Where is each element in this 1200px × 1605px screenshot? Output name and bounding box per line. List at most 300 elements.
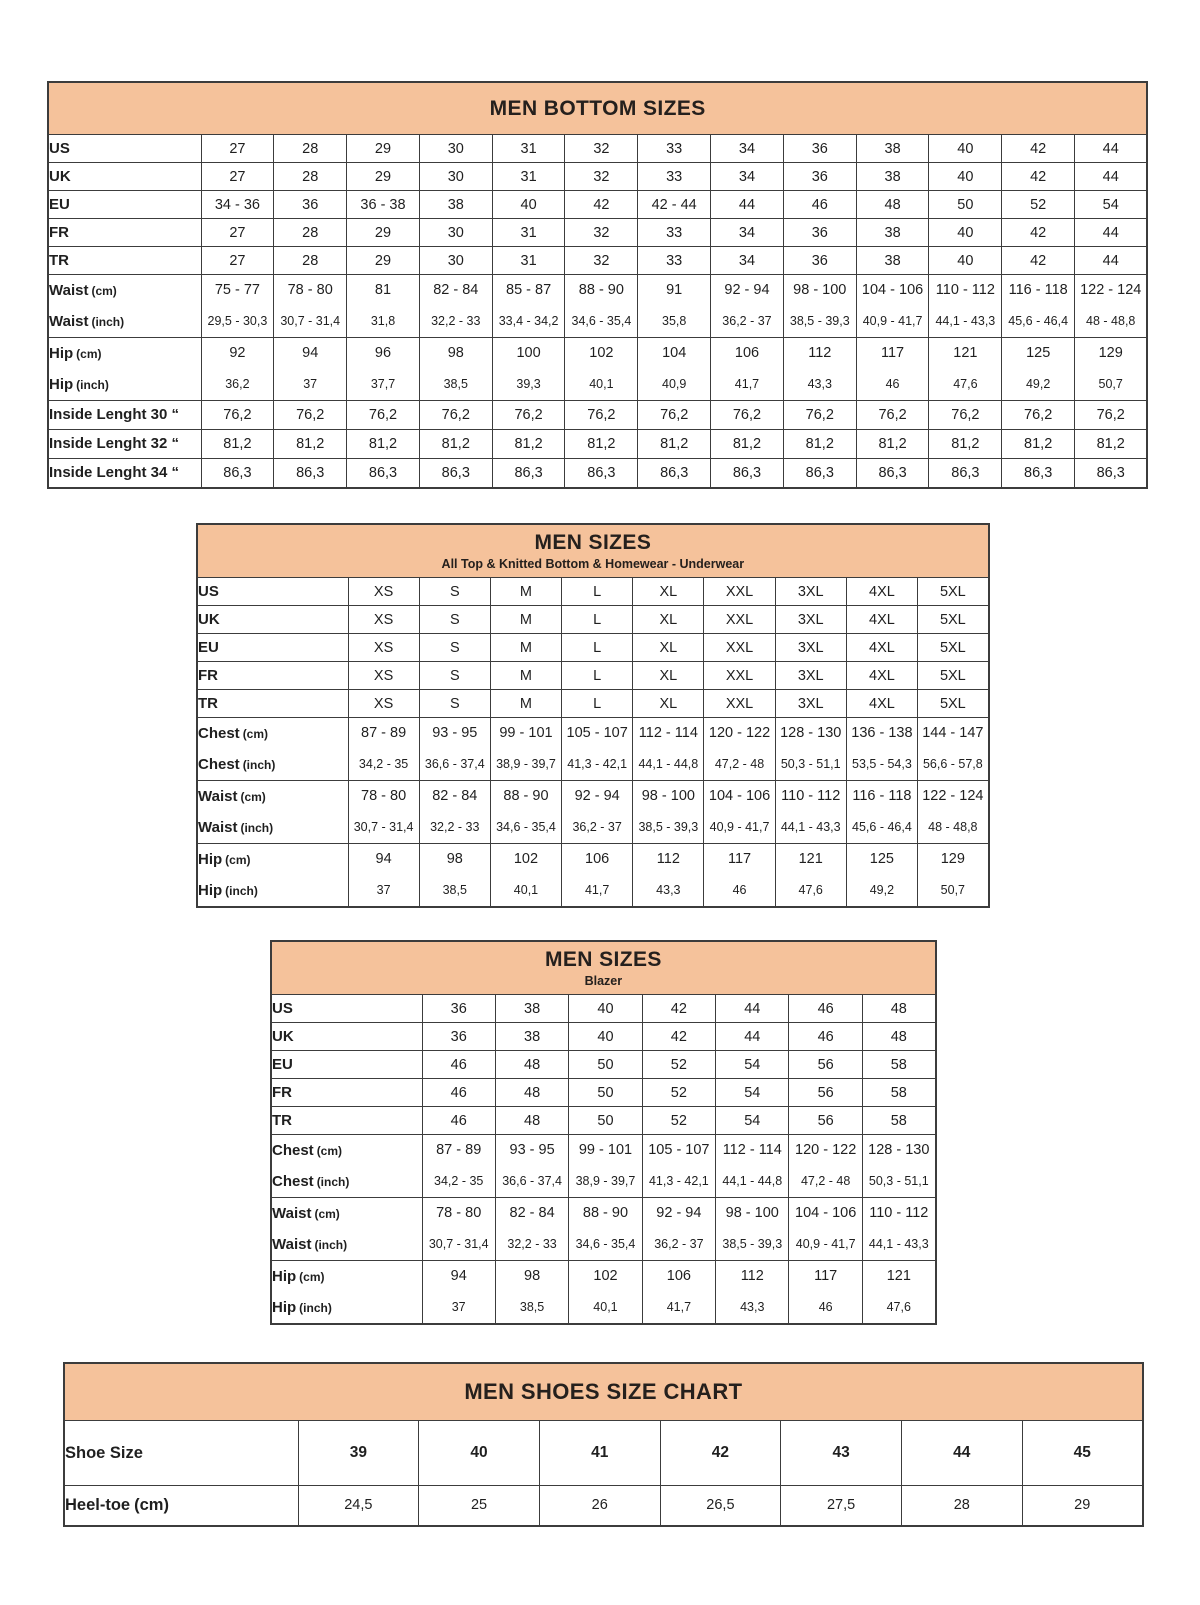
size-cell (642, 1198, 715, 1261)
cell-value: 106 (585, 851, 610, 867)
row-label (271, 1198, 422, 1261)
size-cell (704, 718, 775, 781)
cell-value: 3XL (797, 611, 824, 628)
cell-value: 44 (1102, 140, 1119, 157)
cell-value: 116 - 118 (852, 788, 912, 804)
cell-value: 36 (302, 196, 319, 213)
cell-value: 40 (957, 224, 974, 241)
table-row (271, 1079, 936, 1107)
cell-value: 38,5 (442, 883, 467, 897)
cell-value: 50 (597, 1084, 614, 1101)
size-cell (633, 606, 704, 634)
row-label-text: US (272, 999, 293, 1017)
cell-value: 110 - 112 (869, 1205, 929, 1221)
row-label (48, 338, 201, 401)
size-cell (783, 459, 856, 488)
cell-value: 85 - 87 (506, 282, 552, 298)
size-cell (783, 163, 856, 191)
row-label-unit: (cm) (314, 1207, 340, 1221)
size-cell (1075, 247, 1148, 275)
size-cell (633, 578, 704, 606)
size-cell (495, 995, 568, 1023)
cell-value: 88 - 90 (503, 788, 549, 804)
size-cell (704, 781, 775, 844)
row-label-line (198, 781, 348, 812)
cell-value: 46 (450, 1084, 467, 1101)
cell-value: 76,2 (660, 407, 689, 423)
size-cell (783, 430, 856, 459)
size-cell (716, 1261, 789, 1325)
size-cell (856, 163, 929, 191)
row-label-unit: (inch) (91, 315, 125, 329)
size-cell (490, 844, 561, 908)
size-cell (1002, 430, 1075, 459)
cell-value: 46 (450, 1056, 467, 1073)
size-cell (862, 1079, 935, 1107)
cell-value: 27 (229, 140, 246, 157)
size-cell (633, 634, 704, 662)
row-label (48, 275, 201, 338)
cell-value: 82 - 84 (509, 1205, 555, 1221)
table-row (64, 1421, 1143, 1486)
cell-value: 40 (957, 140, 974, 157)
cell-value: XXL (725, 583, 754, 600)
row-label-text: Chest (198, 756, 240, 773)
cell-value: 76,2 (878, 407, 907, 423)
cell-value: XS (373, 639, 394, 656)
size-cell (419, 662, 490, 690)
size-cell (633, 662, 704, 690)
row-label-line (49, 275, 201, 306)
row-label-text: TR (49, 251, 69, 269)
size-cell (1075, 163, 1148, 191)
size-cell (1002, 401, 1075, 430)
size-cell (775, 634, 846, 662)
size-cell (660, 1486, 781, 1526)
size-cell (1075, 459, 1148, 488)
cell-value: XS (373, 611, 394, 628)
cell-value: 98 (446, 851, 463, 867)
cell-value: 94 (450, 1268, 467, 1284)
cell-value: 45,6 - 46,4 (1008, 314, 1069, 328)
size-cell (783, 247, 856, 275)
cell-value: 144 - 147 (922, 725, 984, 741)
cell-value: 33,4 - 34,2 (498, 314, 559, 328)
row-label-text: Waist (272, 1236, 312, 1253)
cell-value: 3XL (797, 639, 824, 656)
men-bottom-sizes-table (47, 81, 1148, 489)
size-cell (862, 1261, 935, 1325)
cell-value: M (519, 695, 533, 712)
row-label (48, 135, 201, 163)
table-subtitle: All Top & Knitted Bottom & Homewear - Underwear (441, 556, 745, 571)
cell-value: 46 (818, 1300, 833, 1314)
cell-value: 44 (744, 1028, 761, 1045)
size-cell (422, 1107, 495, 1135)
size-cell (642, 1051, 715, 1079)
cell-value: 44,1 - 43,3 (868, 1237, 929, 1251)
row-label-text: Waist (272, 1205, 312, 1222)
cell-value: 32 (593, 168, 610, 185)
table-row (271, 1051, 936, 1079)
size-cell (638, 338, 711, 401)
cell-value: 86,3 (878, 464, 907, 481)
size-cell (856, 247, 929, 275)
size-cell (562, 718, 633, 781)
size-cell (1075, 219, 1148, 247)
size-cell (918, 844, 989, 908)
cell-value: 106 (734, 345, 760, 361)
cell-value: 29 (1074, 1497, 1091, 1514)
row-label-text: Inside Lenght 30 “ (49, 406, 180, 423)
size-cell (929, 338, 1002, 401)
cell-value: 34 (738, 224, 756, 241)
cell-value: 38 (884, 224, 901, 241)
size-cell (638, 459, 711, 488)
cell-value: 52 (670, 1112, 687, 1129)
size-cell (918, 662, 989, 690)
cell-value: 128 - 130 (868, 1142, 930, 1158)
cell-value: XS (373, 695, 394, 712)
size-cell (419, 430, 492, 459)
cell-value: 5XL (939, 639, 966, 656)
size-cell (929, 459, 1002, 488)
size-cell (562, 662, 633, 690)
size-cell (918, 634, 989, 662)
cell-value: 112 (740, 1268, 764, 1284)
cell-value: 30,7 - 31,4 (428, 1237, 489, 1251)
size-cell (347, 247, 420, 275)
size-cell (1002, 135, 1075, 163)
row-label-text: FR (272, 1083, 292, 1101)
size-cell (347, 163, 420, 191)
row-label (271, 1261, 422, 1325)
size-cell (492, 219, 565, 247)
row-label-unit: (inch) (76, 378, 109, 392)
table-row (64, 1486, 1143, 1526)
size-cell (347, 219, 420, 247)
cell-value: L (593, 639, 602, 656)
cell-value: 81,2 (878, 436, 907, 452)
size-cell (422, 1023, 495, 1051)
cell-value: 3XL (797, 667, 824, 684)
size-cell (419, 401, 492, 430)
size-cell (704, 662, 775, 690)
cell-value: 38,9 - 39,7 (496, 757, 556, 771)
cell-value: 105 - 107 (648, 1142, 710, 1158)
row-label-text: Waist (198, 788, 238, 805)
size-cell (201, 401, 274, 430)
size-cell (711, 163, 784, 191)
cell-value: 54 (744, 1084, 761, 1101)
size-cell (562, 690, 633, 718)
size-cell (419, 459, 492, 488)
cell-value: 99 - 101 (578, 1142, 633, 1158)
table-title: MEN SHOES SIZE CHART (464, 1378, 743, 1404)
size-cell (419, 247, 492, 275)
size-cell (274, 247, 347, 275)
size-cell (716, 1051, 789, 1079)
table-header (64, 1363, 1143, 1421)
size-cell (562, 781, 633, 844)
cell-value: XXL (725, 611, 754, 628)
row-label-unit: (inch) (225, 884, 258, 898)
size-cell (490, 690, 561, 718)
row-label-text: UK (49, 167, 71, 185)
cell-value: 48 (890, 1000, 907, 1017)
size-cell (856, 459, 929, 488)
cell-value: 40,1 (589, 377, 614, 391)
size-cell (704, 844, 775, 908)
table-header (48, 82, 1147, 135)
cell-value: 38 (447, 196, 464, 213)
cell-value: 39 (349, 1444, 367, 1461)
cell-value: 41 (591, 1444, 609, 1461)
cell-value: XS (373, 667, 394, 684)
cell-value: 56 (817, 1112, 834, 1129)
cell-value: 86,3 (951, 464, 980, 481)
cell-value: 81,2 (296, 436, 325, 452)
size-cell (347, 459, 420, 488)
size-cell (348, 606, 419, 634)
row-label-text: Hip (198, 882, 223, 899)
men-sizes-tops-table (196, 523, 990, 908)
cell-value: XL (659, 611, 678, 628)
row-label (48, 191, 201, 219)
cell-value: 48 - 48,8 (1086, 314, 1136, 328)
cell-value: 40 (520, 196, 537, 213)
cell-value: 78 - 80 (287, 282, 333, 298)
row-label (48, 430, 201, 459)
size-cell (492, 401, 565, 430)
row-label-line (49, 338, 201, 369)
size-cell (633, 844, 704, 908)
row-label-text: Heel-toe (65, 1495, 131, 1514)
cell-value: 47,2 - 48 (800, 1174, 851, 1188)
size-cell (783, 135, 856, 163)
cell-value: 121 (953, 345, 978, 361)
size-cell (781, 1486, 902, 1526)
row-label-unit: (inch) (240, 821, 274, 835)
table-row (271, 1023, 936, 1051)
cell-value: 43,3 (740, 1300, 765, 1314)
size-cell (422, 1051, 495, 1079)
cell-value: 34,6 - 35,4 (571, 314, 632, 328)
row-label-unit: (cm) (134, 1495, 169, 1514)
size-cell (918, 718, 989, 781)
cell-value: 136 - 138 (851, 725, 913, 741)
size-cell (929, 163, 1002, 191)
cell-value: 3XL (797, 583, 824, 600)
row-label-text: Chest (272, 1173, 314, 1190)
size-cell (565, 135, 638, 163)
cell-value: 106 (666, 1268, 691, 1284)
row-label-text: Inside Lenght 34 “ (49, 463, 180, 481)
cell-value: 54 (1102, 196, 1119, 213)
size-cell (1075, 191, 1148, 219)
cell-value: 47,6 (953, 377, 978, 391)
cell-value: 37 (376, 883, 391, 897)
cell-value: 81,2 (514, 436, 543, 452)
cell-value: 86,3 (296, 464, 325, 481)
size-cell (711, 191, 784, 219)
row-label-line (272, 1198, 422, 1229)
cell-value: 36 (811, 140, 828, 157)
size-cell (642, 1079, 715, 1107)
row-label-line (198, 844, 348, 875)
size-cell (495, 1023, 568, 1051)
size-cell (783, 219, 856, 247)
cell-value: 34,2 - 35 (434, 1174, 484, 1188)
cell-value: 44 (1102, 224, 1119, 241)
cell-value: 86,3 (587, 464, 616, 481)
cell-value: 76,2 (951, 407, 980, 423)
cell-value: 120 - 122 (708, 725, 771, 741)
size-cell (711, 219, 784, 247)
cell-value: 94 (302, 345, 319, 361)
size-cell (347, 191, 420, 219)
cell-value: 42 (1030, 224, 1047, 241)
cell-value: 86,3 (1096, 464, 1125, 481)
cell-value: 38,9 - 39,7 (575, 1174, 636, 1188)
size-cell (775, 781, 846, 844)
cell-value: 42 (1030, 168, 1047, 185)
cell-value: 78 - 80 (361, 788, 407, 804)
size-cell (856, 219, 929, 247)
cell-value: 87 - 89 (361, 725, 407, 741)
cell-value: 56 (817, 1056, 834, 1073)
cell-value: 86,3 (441, 464, 470, 481)
cell-value: 44,1 - 43,3 (780, 820, 841, 834)
size-cell (638, 163, 711, 191)
size-cell (789, 1107, 862, 1135)
cell-value: 34 (738, 252, 756, 269)
cell-value: 42 (670, 1028, 687, 1045)
size-cell (201, 430, 274, 459)
cell-value: 28 (302, 224, 319, 241)
cell-value: 112 - 114 (638, 725, 698, 741)
cell-value: 33 (666, 224, 683, 241)
size-cell (918, 690, 989, 718)
men-sizes-blazer-table (270, 940, 937, 1325)
cell-value: 38,5 (443, 377, 468, 391)
size-cell (846, 578, 917, 606)
size-cell (711, 338, 784, 401)
cell-value: 32 (593, 140, 610, 157)
cell-value: 48 (524, 1056, 541, 1073)
cell-value: 44 (738, 196, 756, 213)
size-cell (495, 1261, 568, 1325)
cell-value: 112 - 114 (722, 1142, 782, 1158)
size-cell (347, 275, 420, 338)
cell-value: 38 (524, 1000, 541, 1017)
cell-value: 29 (374, 140, 392, 157)
cell-value: 54 (744, 1056, 761, 1073)
cell-value: 50 (597, 1112, 614, 1129)
size-cell (638, 191, 711, 219)
cell-value: 40 (957, 168, 974, 185)
cell-value: 129 (1098, 345, 1123, 361)
row-label-text: Hip (198, 851, 223, 868)
cell-value: 30 (447, 168, 464, 185)
row-label-text: UK (272, 1027, 294, 1045)
size-cell (348, 690, 419, 718)
cell-value: 47,6 (886, 1300, 911, 1314)
size-cell (716, 1107, 789, 1135)
table-header (271, 941, 936, 995)
size-cell (201, 459, 274, 488)
size-cell (348, 781, 419, 844)
cell-value: 46 (817, 1028, 834, 1045)
cell-value: 47,6 (798, 883, 823, 897)
cell-value: 31 (520, 168, 537, 185)
cell-value: 96 (374, 345, 392, 361)
size-cell (642, 1261, 715, 1325)
cell-value: 98 (447, 345, 464, 361)
cell-value: 94 (375, 851, 392, 867)
size-cell (565, 430, 638, 459)
cell-value: 104 - 106 (708, 788, 771, 804)
cell-value: 116 - 118 (1008, 282, 1068, 298)
size-cell (716, 1135, 789, 1198)
table-row (271, 1261, 936, 1325)
cell-value: 27 (229, 168, 246, 185)
size-cell (565, 459, 638, 488)
cell-value: 81,2 (1024, 436, 1053, 452)
size-cell (495, 1198, 568, 1261)
cell-value: 29 (374, 252, 392, 269)
row-label (197, 662, 348, 690)
cell-value: 46 (817, 1000, 834, 1017)
row-label-line (49, 369, 201, 400)
size-cell (704, 606, 775, 634)
size-cell (638, 247, 711, 275)
cell-value: XS (373, 583, 394, 600)
cell-value: 129 (940, 851, 965, 867)
cell-value: 44 (953, 1444, 971, 1461)
size-cell (419, 1421, 540, 1486)
cell-value: 36,6 - 37,4 (502, 1174, 562, 1188)
cell-value: 58 (890, 1056, 907, 1073)
cell-value: 76,2 (1096, 407, 1125, 423)
size-cell (492, 247, 565, 275)
size-cell (711, 135, 784, 163)
size-cell (298, 1486, 419, 1526)
cell-value: M (519, 611, 533, 628)
size-cell (422, 1135, 495, 1198)
cell-value: 40,1 (513, 883, 539, 897)
cell-value: 31 (520, 252, 537, 269)
size-cell (495, 1051, 568, 1079)
cell-value: 35,8 (662, 314, 687, 328)
cell-value: 38,5 - 39,3 (638, 820, 699, 834)
cell-value: 32 (593, 252, 610, 269)
table-header-row (64, 1363, 1143, 1421)
size-cell (490, 606, 561, 634)
size-cell (495, 1135, 568, 1198)
cell-value: 100 (516, 345, 541, 361)
cell-value: 42 (1030, 140, 1047, 157)
cell-value: 92 - 94 (656, 1205, 702, 1221)
cell-value: 40 (597, 1028, 614, 1045)
cell-value: XL (659, 639, 678, 656)
size-cell (929, 135, 1002, 163)
size-cell (348, 578, 419, 606)
cell-value: 58 (890, 1084, 907, 1101)
size-cell (638, 219, 711, 247)
cell-value: 38,5 (519, 1300, 545, 1314)
size-cell (633, 690, 704, 718)
